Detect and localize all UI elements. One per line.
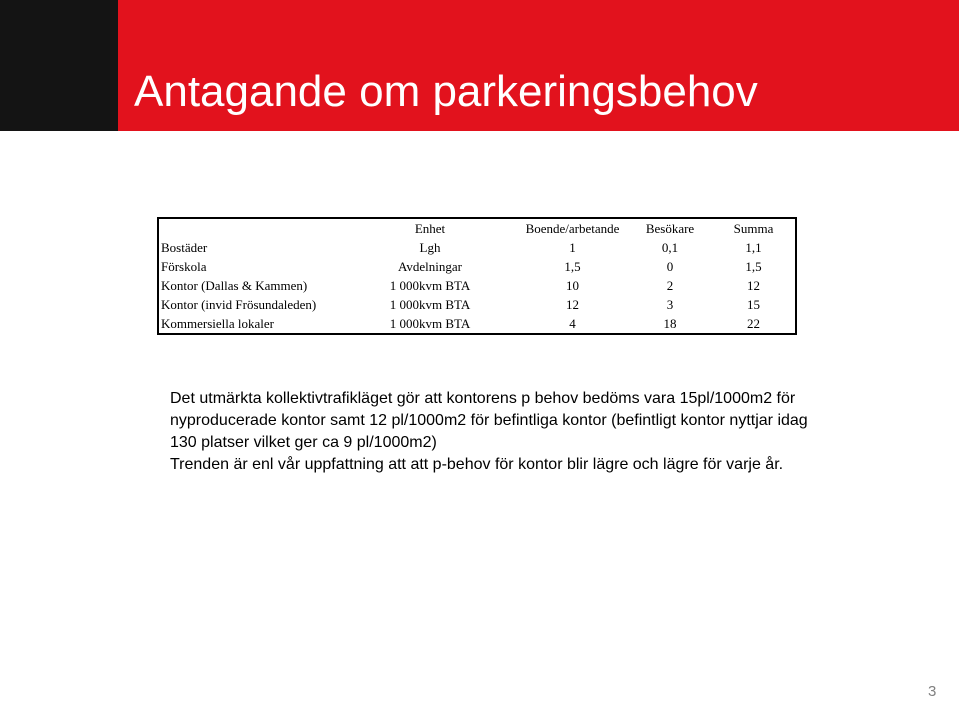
row-visitors: 3 (666, 296, 674, 312)
row-sum: 12 (747, 277, 760, 293)
slide-title: Antagande om parkeringsbehov (134, 67, 758, 116)
row-label: Bostäder (161, 239, 208, 255)
row-sum: 15 (747, 296, 760, 312)
row-residents: 10 (566, 277, 579, 293)
row-visitors: 2 (666, 277, 674, 293)
row-unit: 1 000kvm BTA (389, 296, 471, 312)
row-label: Förskola (161, 258, 207, 274)
page-number: 3 (928, 683, 937, 700)
table-row (158, 314, 796, 334)
row-unit: Lgh (419, 239, 441, 255)
table-row (158, 276, 796, 295)
row-unit: 1 000kvm BTA (389, 277, 471, 293)
row-unit: Avdelningar (397, 258, 463, 274)
corner-block (0, 0, 118, 131)
row-visitors: 0 (666, 258, 674, 274)
row-visitors: 0,1 (661, 239, 679, 255)
row-residents: 1,5 (564, 258, 581, 274)
table-row (158, 257, 796, 276)
row-residents: 12 (566, 296, 579, 312)
table-row (158, 238, 796, 257)
row-residents: 1 (569, 239, 576, 255)
header-cell-empty (158, 218, 343, 238)
notes-paragraph-trend: Trenden är enl vår uppfattning att att p-behov för kontor blir lägre och lägre för varje år. (170, 456, 784, 473)
row-visitors: 18 (663, 315, 677, 331)
row-sum: 1,1 (745, 239, 762, 255)
header-cell-besokare: Besökare (645, 220, 695, 236)
row-label: Kommersiella lokaler (161, 315, 274, 331)
row-label: Kontor (invid Frösundaleden) (161, 296, 317, 312)
row-sum: 22 (747, 315, 760, 331)
table-row (158, 295, 796, 314)
table-header-row (158, 218, 796, 238)
row-sum: 1,5 (745, 258, 762, 274)
row-residents: 4 (569, 315, 576, 331)
row-label: Kontor (Dallas & Kammen) (161, 277, 308, 293)
header-cell-enhet: Enhet (414, 220, 446, 236)
row-unit: 1 000kvm BTA (389, 315, 471, 331)
notes-paragraph-office: Det utmärkta kollektivtrafikläget gör att kontorens p behov bedöms vara 15pl/1000m2 för nyproducerade kontor samt 12 pl/1000m2 för befintliga kontor (befintligt kontor nyttjar idag 130 platser vilket ger ca 9 pl/1000m2) (170, 390, 808, 451)
notes-text (170, 388, 810, 476)
header-cell-summa: Summa (733, 220, 774, 236)
header-cell-boende: Boende/arbetande (525, 220, 620, 236)
parking-table (157, 217, 797, 335)
